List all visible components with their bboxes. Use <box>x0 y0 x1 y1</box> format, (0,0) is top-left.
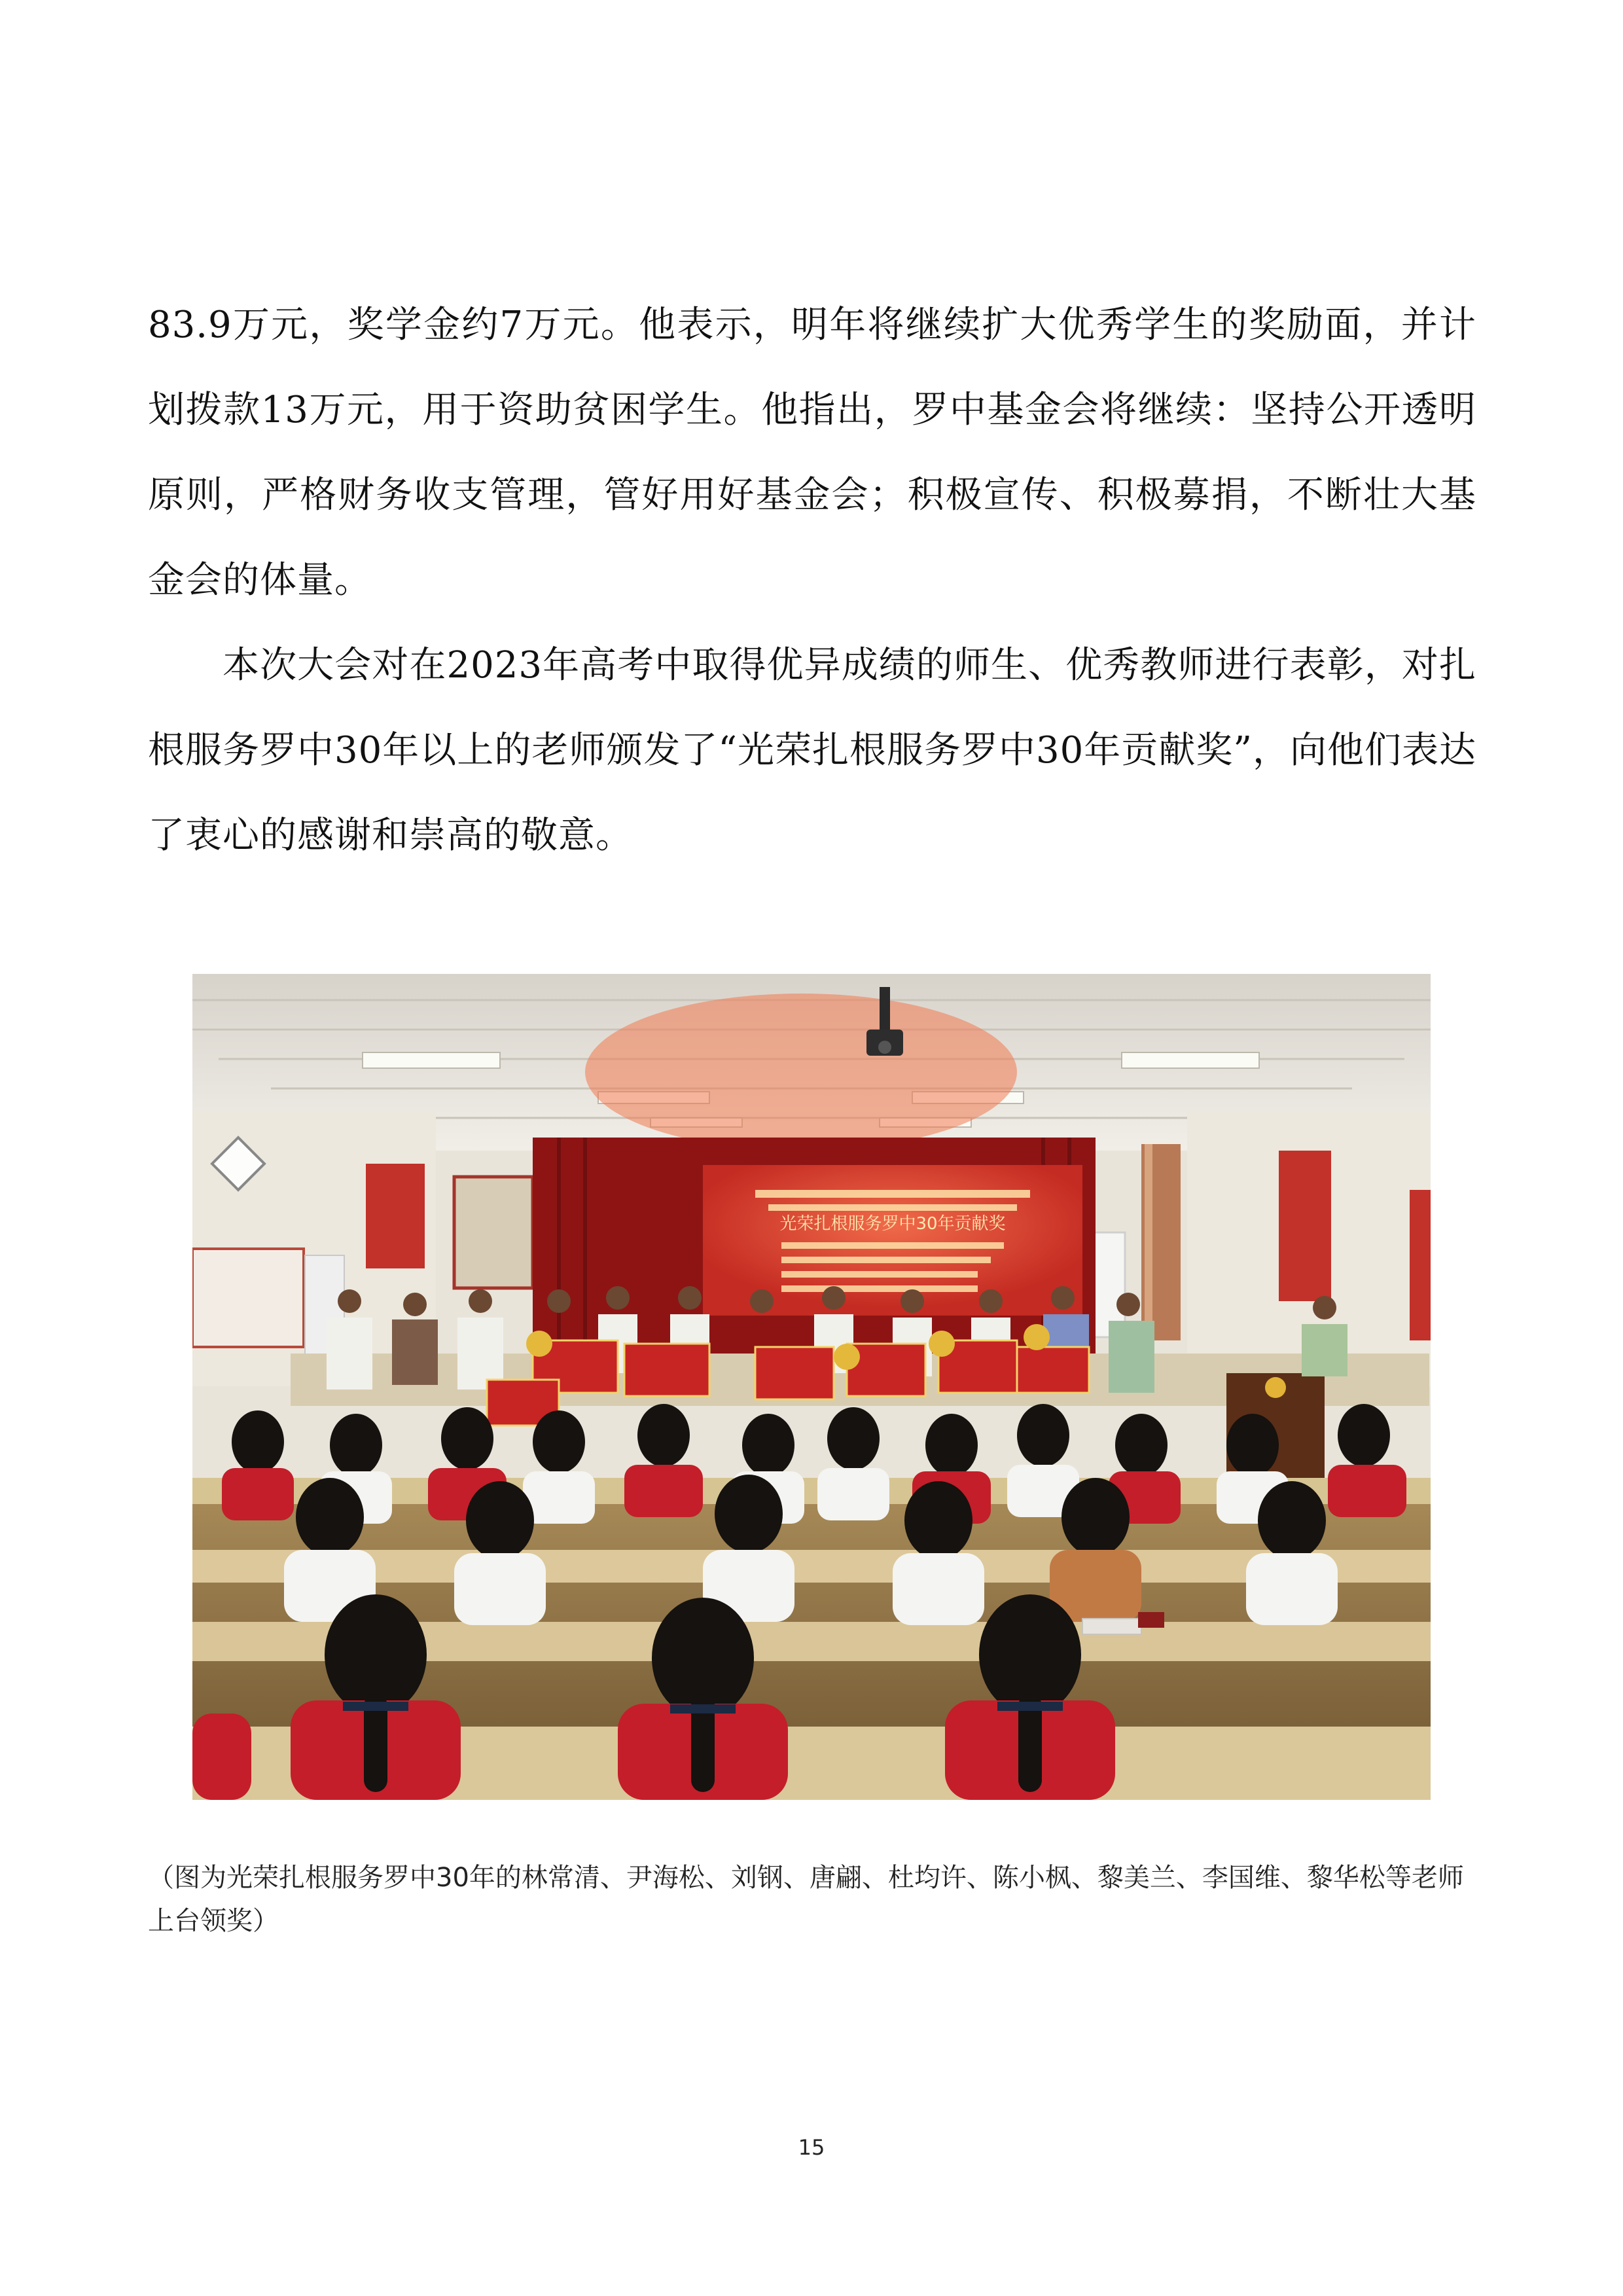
page-number: 15 <box>798 2135 825 2160</box>
body-text <box>148 283 1476 878</box>
paragraph-1: 83.9万元，奖学金约7万元。他表示，明年将继续扩大优秀学生的奖励面，并计划拨款13万元，用于资助贫困学生。他指出，罗中基金会将继续：坚持公开透明原则，严格财务收支管理，管好用好基金会；积极宣传、积极募捐，不断壮大基金会的体量。 <box>148 304 1476 601</box>
paragraph-2: 本次大会对在2023年高考中取得优异成绩的师生、优秀教师进行表彰，对扎根服务罗中30年以上的老师颁发了“光荣扎根服务罗中30年贡献奖”，向他们表达了衷心的感谢和崇高的敬意。 <box>148 644 1476 857</box>
photo-caption: （图为光荣扎根服务罗中30年的林常清、尹海松、刘钢、唐翩、杜均许、陈小枫、黎美兰、李国维、黎华松等老师上台领奖） <box>148 1863 1464 1936</box>
award-ceremony-photo <box>192 974 1431 1800</box>
screen-banner-text: 光荣扎根服务罗中30年贡献奖 <box>779 1214 1006 1234</box>
